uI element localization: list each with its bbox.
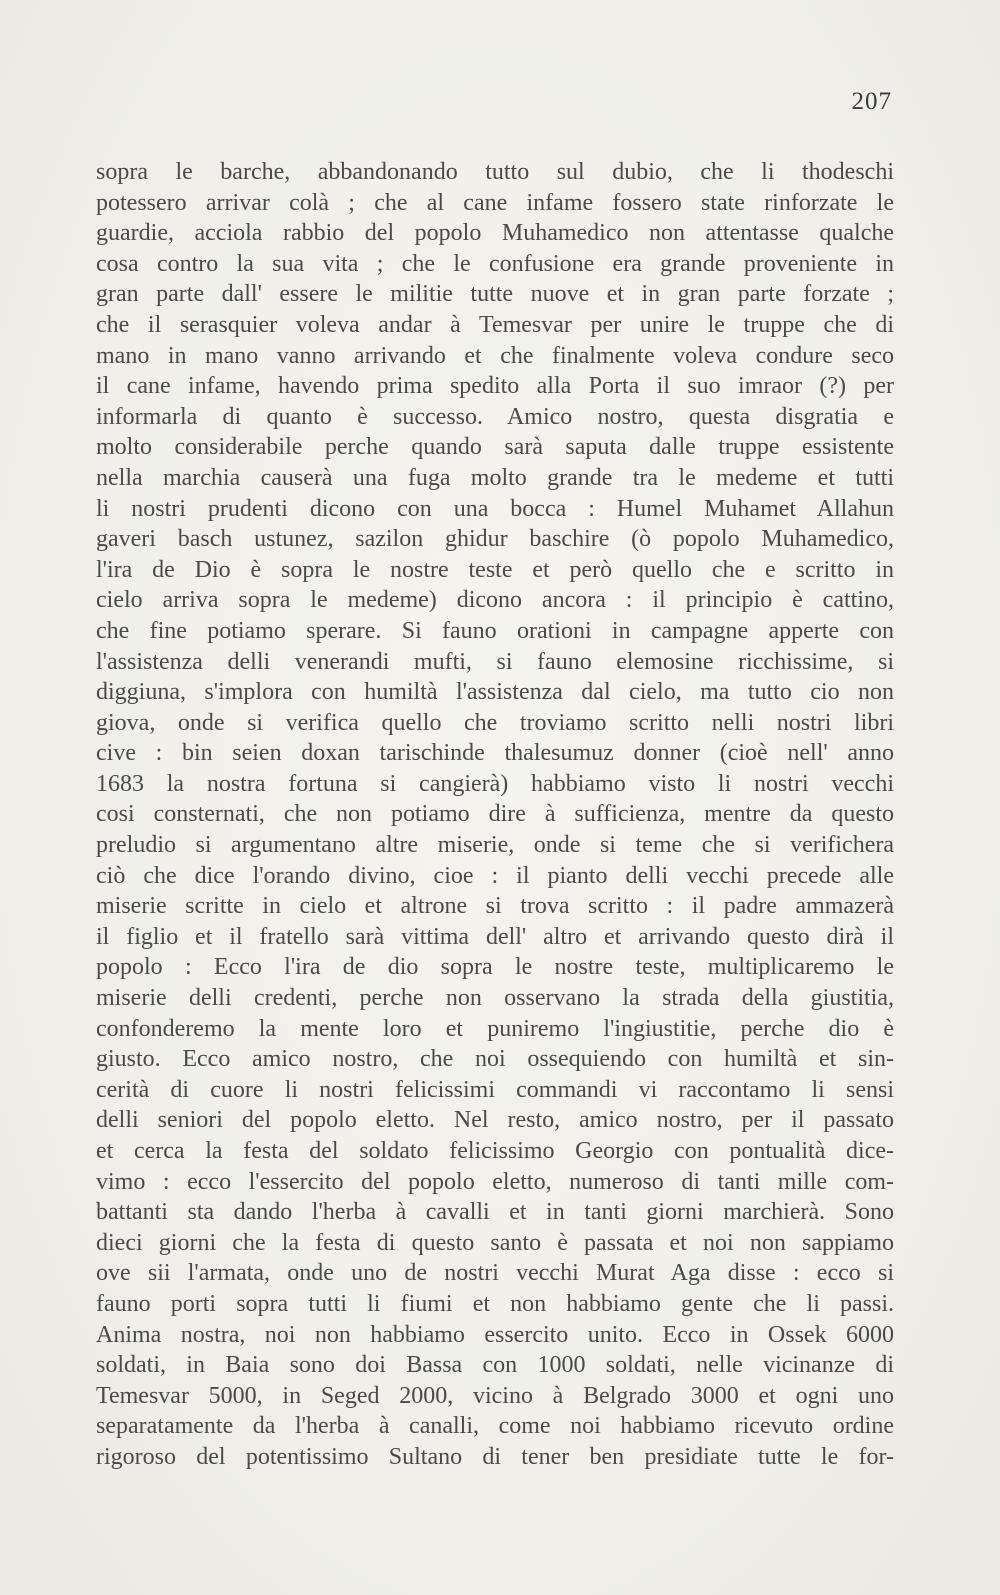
text-line: vimo : ecco l'essercito del popolo eletto, numeroso di tanti mille com-	[96, 1168, 894, 1195]
text-line: che il serasquier voleva andar à Temesvar per unire le truppe che di	[96, 311, 894, 338]
text-line: diggiuna, s'implora con humiltà l'assistenza dal cielo, ma tutto cio non	[96, 679, 894, 706]
text-line: et cerca la festa del soldato felicissimo Georgio con pontualità dice-	[96, 1138, 894, 1164]
text-line: dieci giorni che la festa di questo santo è passata et noi non sappiamo	[96, 1229, 894, 1256]
text-line: preludio si argumentano altre miserie, onde si teme che si verifichera	[96, 832, 894, 859]
text-line: cosi consternati, che non potiamo dire à sufficienza, mentre da questo	[96, 801, 894, 828]
text-line: ove sii l'armata, onde uno de nostri vecchi Murat Aga disse : ecco si	[96, 1260, 894, 1287]
text-line: che fine potiamo sperare. Si fauno orationi in campagne apperte con	[96, 617, 894, 644]
text-line: cive : bin seien doxan tarischinde thalesumuz donner (cioè nell' anno	[96, 740, 894, 767]
text-line: giusto. Ecco amico nostro, che noi ossequiendo con humiltà et sin-	[96, 1046, 894, 1073]
text-line: l'ira de Dio è sopra le nostre teste et però quello che e scritto in	[96, 556, 894, 583]
text-line: battanti sta dando l'herba à cavalli et in tanti giorni marchierà. Sono	[96, 1199, 894, 1226]
text-line: il figlio et il fratello sarà vittima dell' altro et arrivando questo dirà il	[96, 923, 894, 950]
text-line: Anima nostra, noi non habbiamo essercito unito. Ecco in Ossek 6000	[96, 1321, 894, 1348]
text-line: separatamente da l'herba à canalli, come noi habbiamo ricevuto ordine	[96, 1413, 894, 1440]
text-line: miserie delli credenti, perche non osservano la strada della giustitia,	[96, 985, 894, 1012]
text-line: delli seniori del popolo eletto. Nel resto, amico nostro, per il passato	[96, 1107, 894, 1134]
text-line: popolo : Ecco l'ira de dio sopra le nostre teste, multiplicaremo le	[96, 954, 894, 981]
text-line: soldati, in Baia sono doi Bassa con 1000 soldati, nelle vicinanze di	[96, 1352, 894, 1379]
text-line: miserie scritte in cielo et altrone si trova scritto : il padre ammazerà	[96, 893, 894, 920]
text-line: nella marchia causerà una fuga molto grande tra le medeme et tutti	[96, 464, 894, 491]
text-line: cosa contro la sua vita ; che le confusione era grande proveniente in	[96, 250, 894, 277]
text-line: confonderemo la mente loro et puniremo l'ingiustitie, perche dio è	[96, 1015, 894, 1042]
text-line: informarla di quanto è successo. Amico nostro, questa disgratia e	[96, 403, 894, 430]
body-text	[96, 157, 894, 1473]
text-line: cerità di cuore li nostri felicissimi commandi vi raccontamo li sensi	[96, 1076, 894, 1103]
text-line: molto considerabile perche quando sarà saputa dalle truppe essistente	[96, 434, 894, 461]
text-line: rigoroso del potentissimo Sultano di tener ben presidiate tutte le for-	[96, 1443, 894, 1470]
text-line: sopra le barche, abbandonando tutto sul dubio, che li thodeschi	[96, 159, 894, 185]
text-line: gaveri basch ustunez, sazilon ghidur baschire (ò popolo Muhamedico,	[96, 526, 894, 553]
text-line: l'assistenza delli venerandi mufti, si fauno elemosine ricchissime, si	[96, 648, 894, 675]
text-line: li nostri prudenti dicono con una bocca : Humel Muhamet Allahun	[96, 495, 894, 522]
text-line: fauno porti sopra tutti li fiumi et non habbiamo gente che li passi.	[96, 1290, 894, 1317]
text-line: il cane infame, havendo prima spedito alla Porta il suo imraor (?) per	[96, 373, 894, 400]
text-line: guardie, acciola rabbio del popolo Muhamedico non attentasse qualche	[96, 220, 894, 247]
text-line: gran parte dall' essere le militie tutte nuove et in gran parte forzate ;	[96, 281, 894, 308]
page-number: 207	[851, 88, 892, 115]
text-line: potessero arrivar colà ; che al cane infame fossero state rinforzate le	[96, 189, 894, 216]
text-line: cielo arriva sopra le medeme) dicono ancora : il principio è cattino,	[96, 587, 894, 614]
text-line: ciò che dice l'orando divino, cioe : il pianto delli vecchi precede alle	[96, 862, 894, 889]
text-line: giova, onde si verifica quello che troviamo scritto nelli nostri libri	[96, 709, 894, 736]
text-line: 1683 la nostra fortuna si cangierà) habbiamo visto li nostri vecchi	[96, 770, 894, 797]
text-line: Temesvar 5000, in Seged 2000, vicino à Belgrado 3000 et ogni uno	[96, 1382, 894, 1409]
text-line: mano in mano vanno arrivando et che finalmente voleva condure seco	[96, 342, 894, 369]
